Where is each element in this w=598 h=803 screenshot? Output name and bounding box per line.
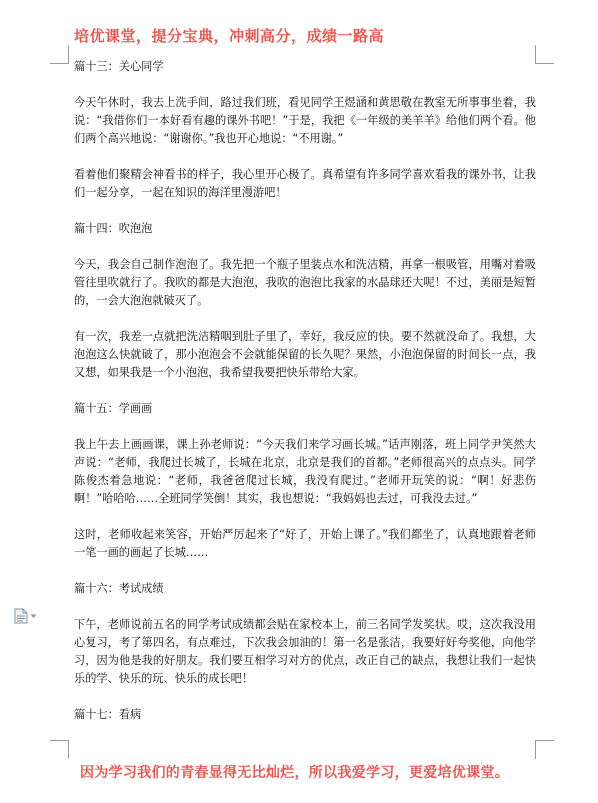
chevron-down-icon — [30, 614, 37, 619]
document-body — [74, 58, 536, 724]
document-options-icon[interactable] — [14, 608, 44, 624]
paragraph: 这时，老师收起来笑容，开始严厉起来了“好了，开始上课了。”我们都坐了，认真地跟着老师一笔一画的画起了长城…… — [74, 528, 536, 559]
crop-mark-bottom-right — [535, 740, 554, 759]
section-title: 篇十六：考试成绩 — [74, 582, 164, 595]
page-footer-slogan: 因为学习我们的青春显得无比灿烂，所以我爱学习，更爱培优课堂。 — [80, 765, 509, 781]
page-header-slogan: 培优课堂，提分宝典，冲刺高分，成绩一路高 — [74, 27, 385, 45]
section-title: 篇十五：学画画 — [74, 402, 153, 415]
crop-mark-top-left — [50, 45, 69, 64]
crop-mark-bottom-left — [50, 740, 69, 759]
paragraph: 下午，老师说前五名的同学考试成绩都会贴在家校本上，前三名同学发奖状。哎，这次我没用心复习，考了第四名，有点难过，下次我会加油的！第一名是张洁，我要好好夸奖他，向他学习，因为他是我的好朋友。我们要互相学习对方的优点，改正自己的缺点，我想让我们一起快乐的学、快乐的玩、快乐的成长吧！ — [74, 618, 536, 685]
paragraph: 今天午休时，我去上洗手间，路过我们班，看见同学王煜涵和黄思敬在教室无所事事坐着，我说：“我借你们一本好看有趣的课外书吧！”于是，我把《一年级的美羊羊》给他们两个看。他们两个高兴地说：“谢谢你。”我也开心地说：“不用谢。” — [74, 96, 536, 145]
section-title: 篇十四：吹泡泡 — [74, 222, 153, 235]
paragraph: 看着他们聚精会神看书的样子，我心里开心极了。真希望有许多同学喜欢看我的课外书，让我们一起分享，一起在知识的海洋里漫游吧！ — [74, 168, 536, 199]
document-icon — [14, 608, 28, 624]
section-title: 篇十三：关心同学 — [74, 60, 164, 73]
paragraph: 有一次，我差一点就把洗洁精咽到肚子里了，幸好，我反应的快。要不然就没命了。我想，大泡泡这么快就破了，那小泡泡会不会就能保留的长久呢？果然，小泡泡保留的时间长一点，我又想，如果我是一个小泡泡，我希望我要把快乐带给大家。 — [74, 330, 536, 379]
section-title: 篇十七：看病 — [74, 708, 142, 721]
crop-mark-top-right — [535, 45, 554, 64]
paragraph: 我上午去上画画课，课上孙老师说：“今天我们来学习画长城。”话声刚落，班上同学尹笑然大声说：“老师，我爬过长城了，长城在北京，北京是我们的首都。”老师很高兴的点点头。同学陈俊杰着急地说：“老师，我爸爸爬过长城，我没有爬过。”老师开玩笑的说：“啊！好悲伤啊！”哈哈哈……全班同学笑倒！其实，我也想说：“我妈妈也去过，可我没去过。” — [74, 438, 536, 505]
paragraph: 今天，我会自己制作泡泡了。我先把一个瓶子里装点水和洗洁精，再拿一根吸管，用嘴对着吸管往里吹就行了。我吹的都是大泡泡，我吹的泡泡比我家的水晶球还大呢！不过，美丽是短暂的，一会大泡泡就破灭了。 — [74, 258, 536, 307]
